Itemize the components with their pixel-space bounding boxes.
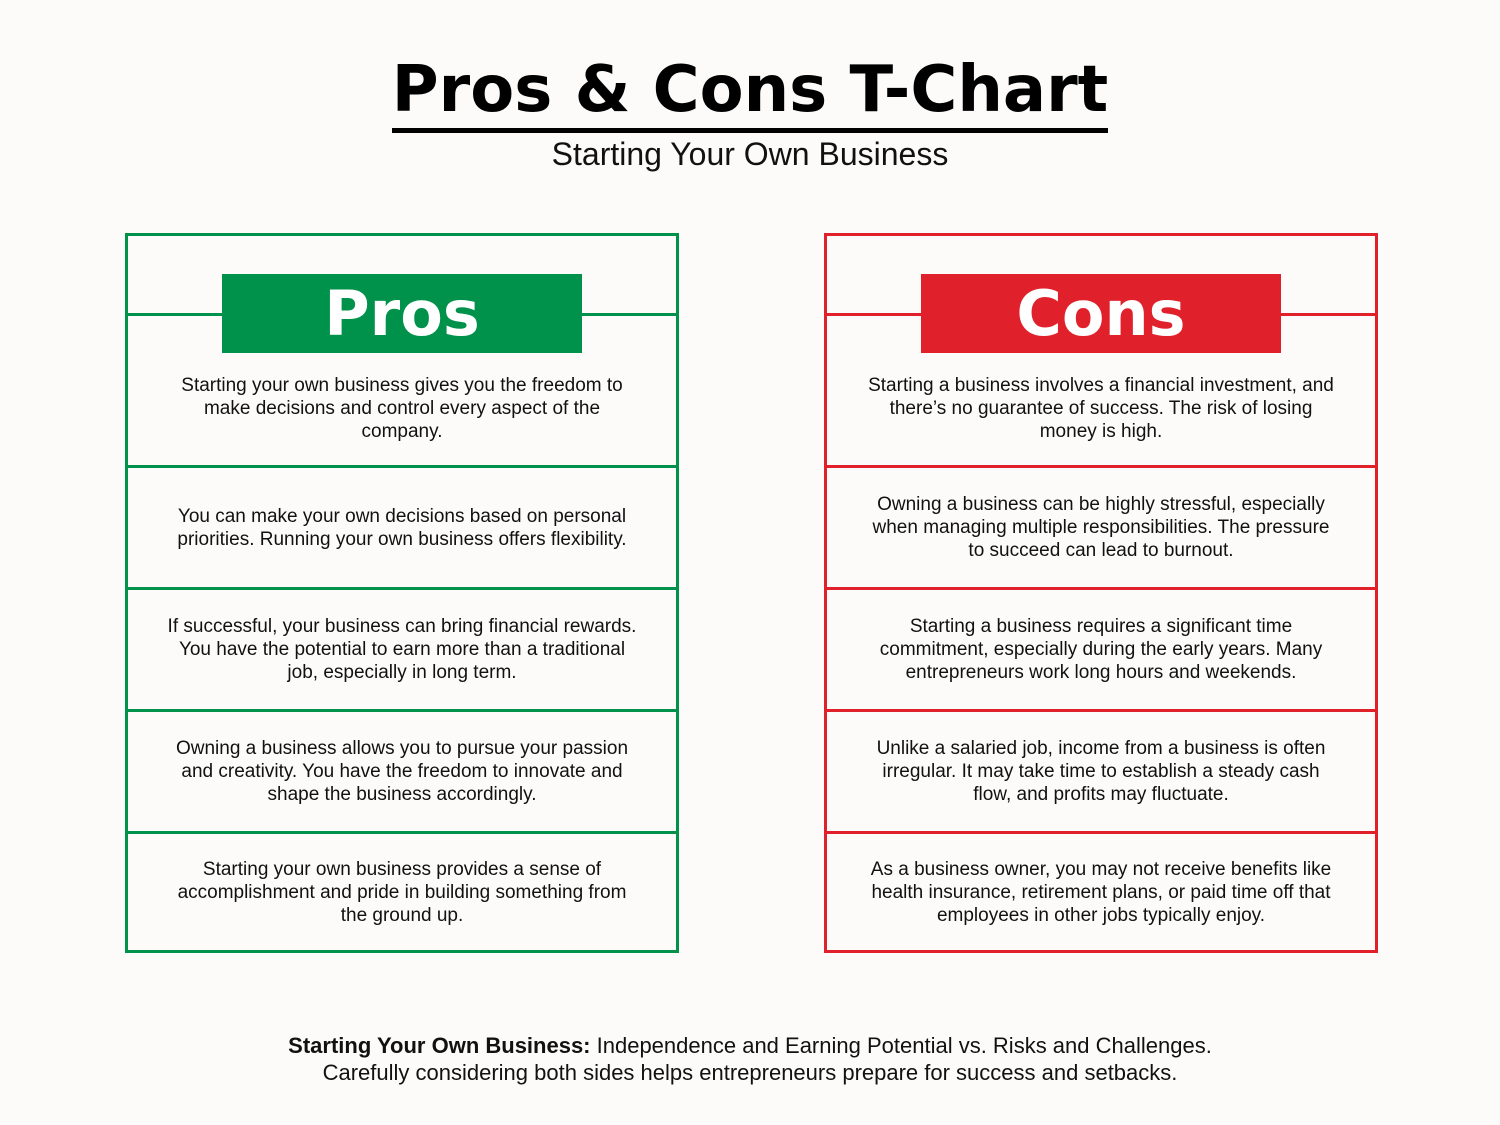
cons-item <box>827 590 1375 709</box>
cons-column <box>824 233 1378 953</box>
cons-item-text: Starting a business involves a financial investment, and there’s no guarantee of success. The risk of losing money is high. <box>868 375 1334 442</box>
pros-badge: Pros <box>222 274 582 353</box>
pros-item-text: Owning a business allows you to pursue your passion and creativity. You have the freedom to innovate and shape the business accordingly. <box>175 738 629 805</box>
title-block <box>0 52 1500 133</box>
cons-item-text: Unlike a salaried job, income from a business is often irregular. It may take time to establish a steady cash flow, and profits may fluctuate. <box>876 738 1326 805</box>
pros-item-text: If successful, your business can bring financial rewards. You have the potential to earn more than a traditional job, especially in long term. <box>167 616 637 683</box>
pros-item <box>128 316 676 465</box>
pros-column <box>125 233 679 953</box>
cons-item <box>827 468 1375 587</box>
footer-line-1-text: Independence and Earning Potential vs. Risks and Challenges. <box>590 1033 1212 1058</box>
cons-item-text: Owning a business can be highly stressful, especially when managing multiple responsibilities. The pressure to succeed can lead to burnout. <box>872 494 1330 561</box>
cons-item <box>827 316 1375 465</box>
pros-item <box>128 712 676 831</box>
pros-item-text: Starting your own business gives you the freedom to make decisions and control every aspect of the company. <box>181 375 623 442</box>
cons-item <box>827 834 1375 950</box>
pros-item-text: You can make your own decisions based on personal priorities. Running your own business offers flexibility. <box>177 505 627 550</box>
pros-item <box>128 834 676 950</box>
page-subtitle: Starting Your Own Business <box>551 136 949 172</box>
summary-footer <box>0 1032 1500 1086</box>
footer-bold-lead: Starting Your Own Business: <box>288 1033 591 1058</box>
cons-list <box>827 316 1375 950</box>
cons-item <box>827 712 1375 831</box>
cons-item-text: Starting a business requires a significant time commitment, especially during the early years. Many entrepreneurs work long hours and weekends. <box>879 616 1323 683</box>
cons-badge: Cons <box>921 274 1281 353</box>
pros-item-text: Starting your own business provides a sense of accomplishment and pride in building something from the ground up. <box>177 858 627 926</box>
pros-list <box>128 316 676 950</box>
pros-item <box>128 590 676 709</box>
pros-item <box>128 468 676 587</box>
page-title: Pros & Cons T-Chart <box>392 52 1108 133</box>
footer-line-2: Carefully considering both sides helps entrepreneurs prepare for success and setbacks. <box>322 1060 1178 1085</box>
cons-item-text: As a business owner, you may not receive benefits like health insurance, retirement plans, or paid time off that employees in other jobs typically enjoy. <box>870 858 1332 926</box>
footer-line-1 <box>0 1032 1500 1059</box>
